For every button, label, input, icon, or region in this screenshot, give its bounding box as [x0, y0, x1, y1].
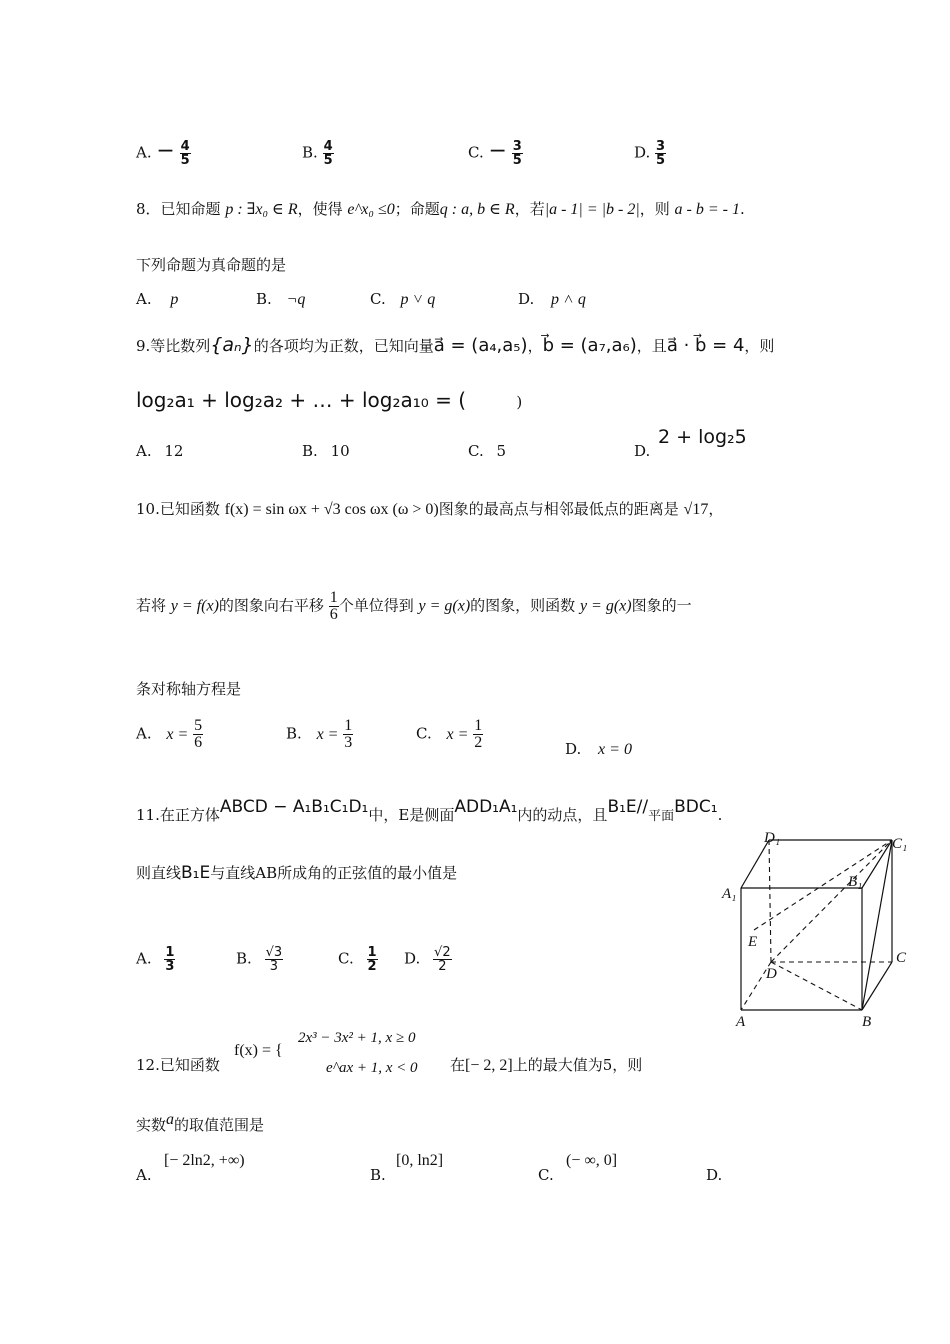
q12-interval: [− 2, 2]	[465, 1057, 513, 1074]
q11-mid1: 中，E是侧面	[368, 806, 455, 824]
q11-option-b: B. $\frac{√3}{3}$	[236, 945, 283, 974]
q12-option-d-label: D.	[706, 1166, 723, 1184]
q12-end: 上的最大值为5，则	[512, 1056, 643, 1074]
q8-mid3: ，若	[514, 200, 545, 218]
q8-prefix: 8．已知命题	[136, 200, 221, 218]
q11-plane-word: 平面	[648, 809, 675, 824]
q8-conclusion: a - b = - 1	[674, 201, 740, 218]
q11-line2-b1e: B₁E	[181, 863, 211, 883]
q10-line2-mid2: 个单位得到	[338, 596, 414, 615]
q8-mid2: ；命题	[394, 200, 440, 218]
q10-option-c: C. x = $\frac{1}{2}$	[416, 717, 483, 751]
q12-piece2: e^ax + 1, x < 0	[326, 1060, 418, 1076]
q11-line2-prefix: 则直线	[136, 864, 182, 882]
q7-option-b	[302, 140, 334, 167]
q10-line2-mid3: 的图象，则函数	[470, 596, 576, 615]
q11-option-a: A. $\frac{1}{3}$	[136, 945, 175, 974]
q11-line2-end: 与直线AB所成角的正弦值的最小值是	[210, 864, 458, 882]
q11-prefix: 11.在正方体	[136, 806, 220, 824]
segment-e-c1	[754, 840, 892, 930]
q9-sequence: {aₙ}	[210, 334, 254, 356]
q12-line2-end: 的取值范围是	[174, 1116, 265, 1134]
q9-option-d: D.	[634, 442, 651, 460]
q12-option-a: [− 2ln2, +∞)	[164, 1152, 245, 1169]
label-a1: A₁	[722, 886, 737, 902]
q11-mid2: 内的动点，且	[517, 806, 608, 824]
q8-option-a: A. p	[136, 290, 179, 308]
q10-line2	[136, 590, 692, 623]
minus-sign: −	[156, 138, 175, 164]
q12-option-b: [0, ln2]	[396, 1152, 444, 1169]
q7-option-a	[136, 140, 191, 167]
q9-vector-b: b⃗ = (a₇,a₆)	[542, 335, 637, 356]
edge-a1d1	[741, 840, 769, 888]
label-b: B	[862, 1014, 872, 1030]
q11-stem	[136, 797, 723, 826]
q12-option-b-label: B.	[370, 1166, 386, 1184]
q10-option-b: B. x = $\frac{1}{3}$	[286, 717, 353, 751]
q10-prefix: 10.已知函数	[136, 500, 220, 518]
q9-mid1: 的各项均为正数，已知向量	[253, 337, 434, 355]
q10-stem	[136, 500, 723, 519]
q10-function: f(x) = sin ωx + √3 cos ωx (ω > 0)	[224, 501, 439, 518]
option-label: C.	[468, 143, 484, 162]
option-label: D.	[634, 143, 651, 162]
q8-e-expr: e^x₀ ≤0	[347, 201, 395, 218]
fraction: $\frac{3}{5}$	[512, 139, 522, 168]
q12-piece1: 2x³ − 3x² + 1, x ≥ 0	[298, 1030, 416, 1046]
label-a: A	[736, 1014, 746, 1030]
q11-plane: BDC₁	[674, 797, 718, 817]
option-label: A.	[136, 143, 152, 162]
q7-option-d	[634, 140, 666, 167]
fraction: $\frac{3}{5}$	[656, 139, 666, 168]
label-e: E	[748, 934, 758, 950]
label-c1: C₁	[892, 836, 908, 852]
q10-shift-fraction: $\frac{1}{6}$	[329, 589, 338, 623]
q10-distance: √17	[683, 501, 709, 518]
q11-face: ADD₁A₁	[454, 797, 518, 817]
q12-option-c: (− ∞, 0]	[566, 1152, 618, 1169]
q10-y-gx: y = g(x)	[418, 597, 471, 615]
q12-f-head: f(x) = {	[234, 1042, 283, 1059]
q9-option-d-value: 2 + log₂5	[658, 426, 747, 448]
minus-sign: −	[488, 138, 507, 164]
q9-option-b: B. 10	[302, 442, 350, 460]
q8-end: .	[740, 200, 745, 218]
q9-dot-product: a⃗ · b⃗ = 4	[666, 335, 745, 356]
q12-prefix: 12.已知函数	[136, 1056, 220, 1074]
q10-y-gx2: y = g(x)	[579, 597, 632, 615]
fraction: $\frac{4}{5}$	[323, 139, 333, 168]
q10-option-d: D. x = 0	[565, 740, 632, 758]
segment-db	[771, 962, 862, 1010]
q11-option-d: D. $\frac{√2}{2}$	[404, 945, 451, 974]
q11-parallel: B₁E//	[607, 797, 649, 817]
q11-cube: ABCD − A₁B₁C₁D₁	[219, 797, 369, 817]
q7-option-c	[468, 140, 523, 167]
q8-line2: 下列命题为真命题的是	[136, 256, 287, 274]
q8-p-expr: p : ∃x₀ ∈ R	[225, 201, 298, 218]
q12-line2-prefix: 实数	[136, 1116, 167, 1134]
q12-line2	[136, 1111, 265, 1135]
label-b1: B₁	[848, 874, 863, 890]
q10-line2-prefix: 若将	[136, 596, 167, 615]
q9-close-paren: )	[516, 393, 523, 411]
label-d: D	[766, 966, 777, 982]
edge-dd1	[769, 840, 771, 962]
q10-end: ，	[708, 500, 724, 518]
label-d1: D₁	[764, 830, 781, 846]
q8-option-b: B. ¬q	[256, 290, 306, 308]
q11-end: .	[717, 806, 723, 824]
q10-option-a: A. x = $\frac{5}{6}$	[136, 717, 203, 751]
q9-prefix: 9.等比数列	[136, 337, 211, 355]
q9-comma: ，	[527, 337, 543, 355]
q9-option-c: C. 5	[468, 442, 507, 460]
q8-mid1: ，使得	[297, 200, 343, 218]
q12-line2-a: a	[166, 1111, 175, 1128]
q9-option-a: A. 12	[136, 442, 184, 460]
q10-line3: 条对称轴方程是	[136, 680, 242, 698]
q8-q-expr: q : a, b ∈ R	[439, 201, 515, 218]
q8-abs-expr: |a - 1| = |b - 2|	[544, 201, 640, 218]
q12-mid: 在	[450, 1056, 466, 1074]
cube-figure	[716, 824, 916, 1034]
q8-mid4: ，则	[639, 200, 670, 218]
fraction: $\frac{4}{5}$	[180, 139, 190, 168]
q8-option-d: D. p ˄ q	[518, 290, 586, 308]
q12-option-a-label: A.	[136, 1166, 152, 1184]
q10-mid: 图象的最高点与相邻最低点的距离是	[438, 500, 679, 518]
q11-line2	[136, 864, 457, 882]
option-label: B.	[302, 143, 318, 162]
q8-stem	[136, 200, 745, 219]
q8-option-c: C. p ˅ q	[370, 290, 436, 308]
q10-line2-mid1: 的图象向右平移	[218, 596, 324, 615]
label-c: C	[896, 950, 907, 966]
q9-end: ，则	[744, 337, 775, 355]
q9-vector-a: a⃗ = (a₄,a₅)	[433, 335, 528, 356]
q9-mid2: ，且	[636, 337, 667, 355]
q9-sum-expression	[136, 388, 522, 412]
q9-sum: log₂a₁ + log₂a₂ + … + log₂a₁₀ = (	[136, 388, 467, 412]
q12-option-c-label: C.	[538, 1166, 554, 1184]
q10-y-fx: y = f(x)	[170, 597, 219, 615]
q10-line2-end: 图象的一	[631, 596, 692, 615]
q9-stem	[136, 336, 774, 355]
q11-option-c: C. $\frac{1}{2}$	[338, 945, 377, 974]
q12-tail	[450, 1056, 642, 1075]
